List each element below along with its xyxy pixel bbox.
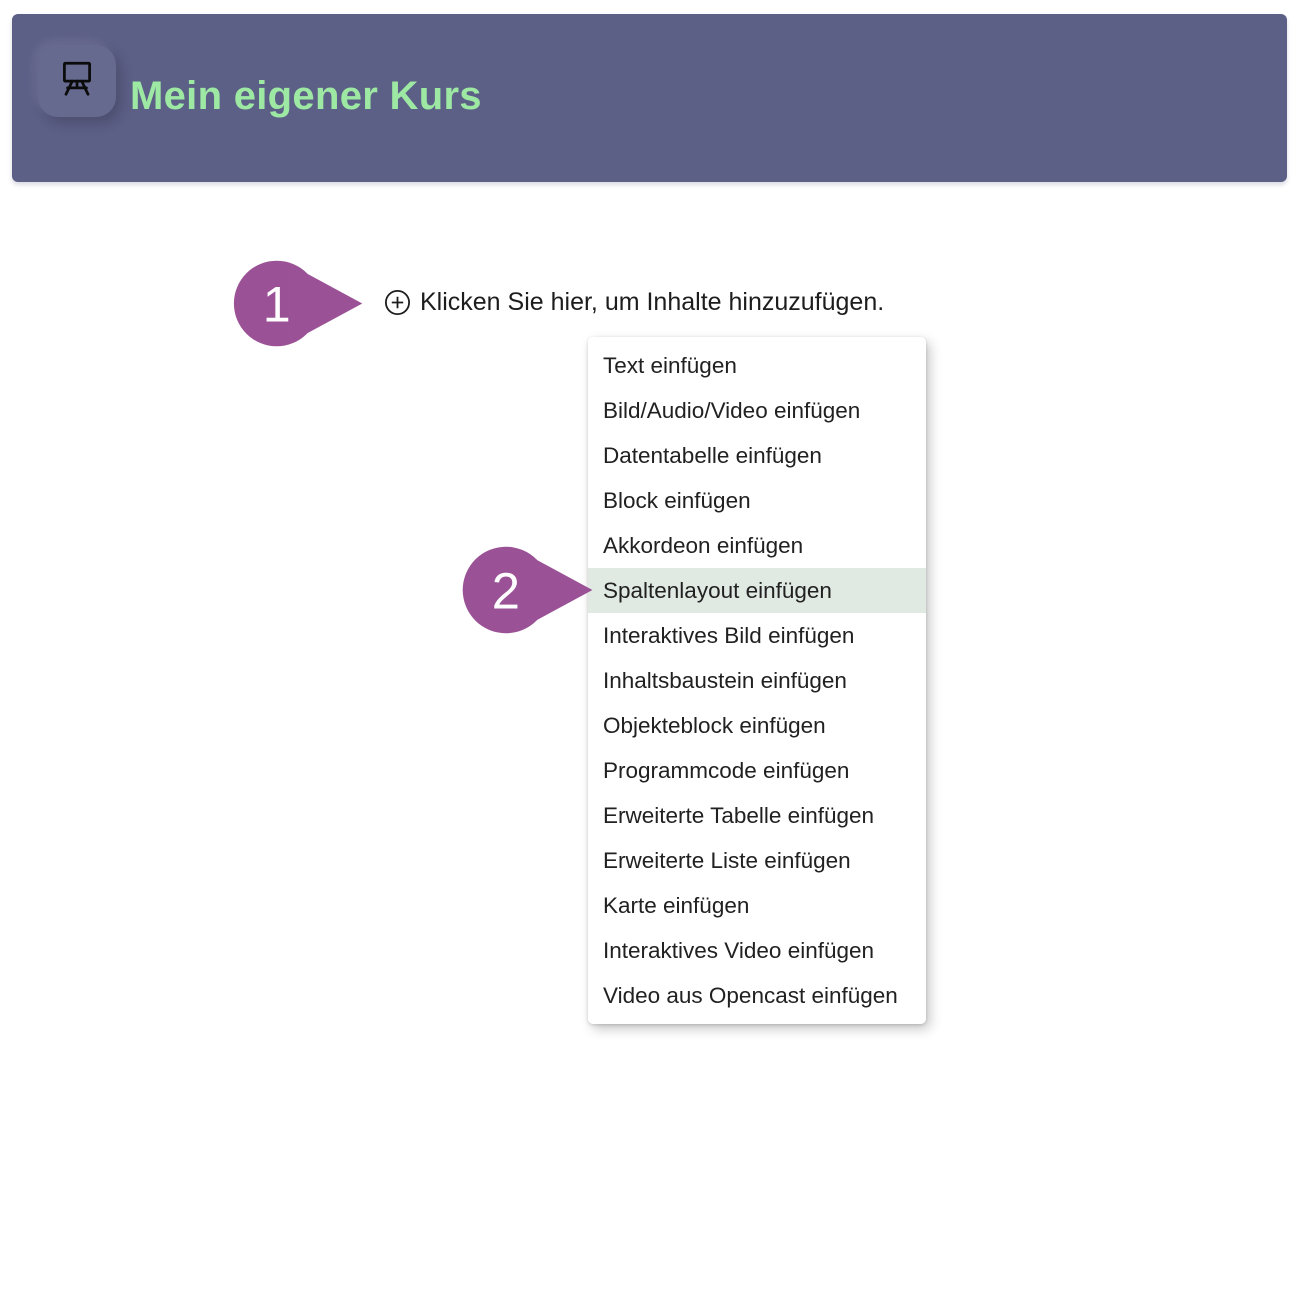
step-number-1: 1	[262, 276, 291, 333]
menu-item-inhaltsbaustein[interactable]: Inhaltsbaustein einfügen	[603, 667, 847, 693]
step-marker-1	[233, 257, 365, 350]
menu-item-objekteblock[interactable]: Objekteblock einfügen	[603, 712, 826, 738]
add-content-link[interactable]	[384, 286, 884, 319]
menu-item-spaltenlayout[interactable]: Spaltenlayout einfügen	[588, 568, 926, 613]
menu-item-bild-audio-video[interactable]: Bild/Audio/Video einfügen	[603, 397, 861, 423]
menu-item-block[interactable]: Block einfügen	[603, 487, 751, 513]
menu-item-erweiterte-tabelle[interactable]: Erweiterte Tabelle einfügen	[603, 802, 875, 828]
menu-item-interaktives-bild[interactable]: Interaktives Bild einfügen	[603, 622, 855, 648]
circle-plus-icon	[384, 289, 411, 316]
menu-item-akkordeon[interactable]: Akkordeon einfügen	[603, 532, 804, 558]
page-title: Mein eigener Kurs	[130, 74, 482, 118]
menu-item-datentabelle[interactable]: Datentabelle einfügen	[603, 442, 822, 468]
insert-content-menu	[588, 337, 926, 1024]
course-icon-box	[38, 45, 116, 117]
menu-item-programmcode[interactable]: Programmcode einfügen	[603, 757, 850, 783]
menu-item-text[interactable]: Text einfügen	[603, 352, 737, 378]
menu-item-interaktives-video[interactable]: Interaktives Video einfügen	[603, 937, 875, 963]
add-content-label: Klicken Sie hier, um Inhalte hinzuzufügen.	[420, 288, 885, 316]
course-header	[12, 14, 1287, 182]
step-marker-2	[460, 543, 597, 637]
step-number-2: 2	[491, 562, 521, 620]
menu-item-erweiterte-liste[interactable]: Erweiterte Liste einfügen	[603, 847, 851, 873]
menu-item-video-opencast[interactable]: Video aus Opencast einfügen	[603, 982, 898, 1008]
easel-icon	[56, 58, 98, 105]
menu-item-karte[interactable]: Karte einfügen	[603, 892, 750, 918]
